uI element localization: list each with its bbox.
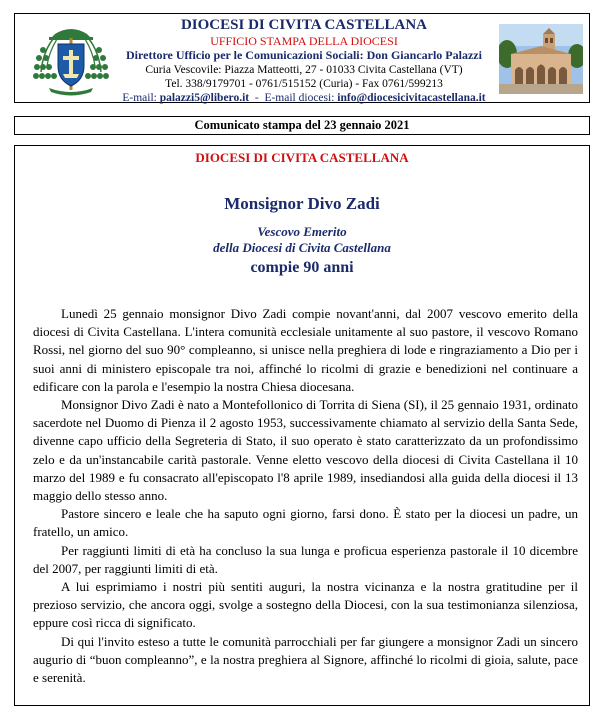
email-link[interactable]: palazzi5@libero.it <box>159 92 250 104</box>
cathedral-photo <box>499 24 583 94</box>
article-subtitle-2: della Diocesi di Civita Castellana <box>213 240 391 255</box>
letterhead-text <box>115 17 493 105</box>
press-release-body <box>14 145 590 706</box>
article-subtitle-1: Vescovo Emerito <box>257 224 347 239</box>
paragraph: Per raggiunti limiti di età ha concluso la sua lunga e proficua esperienza pastorale il 10 dicembre del 2007, per raggiunti limiti di età. <box>33 542 578 576</box>
paragraph: Di qui l'invito esteso a tutte le comunità parrocchiali per far giungere a monsignor Zadi un sincero augurio di “buon compleanno”, e la nostra preghiera al Signore, affinché lo ricolmi di gioia, salute, pace e serenità. <box>33 633 578 686</box>
article-text <box>33 305 578 687</box>
episcopal-coat-of-arms-icon <box>33 22 109 96</box>
press-release-date: Comunicato stampa del 23 gennaio 2021 <box>14 116 590 135</box>
letterhead-office: UFFICIO STAMPA DELLA DIOCESI <box>210 34 398 48</box>
paragraph: Pastore sincero e leale che ha saputo ogni giorno, farsi dono. È stato per la diocesi un padre, un fratello, un amico. <box>33 506 578 540</box>
letterhead-address: Curia Vescovile: Piazza Matteotti, 27 - 01033 Civita Castellana (VT) <box>145 64 463 76</box>
paragraph: A lui esprimiamo i nostri più sentiti auguri, la nostra vicinanza e la nostra gratitudine per il prezioso servizio, che ancora oggi, svolge a sostegno della Diocesi, con la sua testimonianza silenziosa, eppure così ricca di significato. <box>33 579 578 631</box>
article-title: Monsignor Divo Zadi <box>224 194 380 213</box>
article-subtitle-3: compie 90 anni <box>250 259 354 276</box>
email-separator: - <box>251 92 262 104</box>
diocese-heading: DIOCESI DI CIVITA CASTELLANA <box>195 150 409 165</box>
email-diocesi-label: E-mail diocesi: <box>264 92 335 104</box>
email-label: E-mail: <box>122 92 157 104</box>
paragraph: Lunedì 25 gennaio monsignor Divo Zadi compie novant'anni, dal 2007 vescovo emerito della diocesi di Civita Castellana. L'intera comunità ecclesiale unitamente al suo pastore, il vescovo Romano Rossi, nel giorno del suo 90° compleanno, si unisce nella preghiera di lode e ringraziamento a Dio per i suoi anni di ministero episcopale tra noi, affinché lo ricolmi di grazie e benedizioni nel continuare a edificare con la parola e l'esempio la nostra Chiesa diocesana. <box>33 306 578 394</box>
letterhead-director: Direttore Ufficio per le Comunicazioni Sociali: Don Giancarlo Palazzi <box>126 48 482 62</box>
letterhead-emails <box>115 91 493 105</box>
email-diocesi-link[interactable]: info@diocesicivitacastellana.it <box>337 92 486 104</box>
letterhead-phone: Tel. 338/9179701 - 0761/515152 (Curia) - Fax 0761/599213 <box>165 78 443 90</box>
letterhead <box>14 13 590 103</box>
paragraph: Monsignor Divo Zadi è nato a Montefollonico di Torrita di Siena (SI), il 25 gennaio 1931, ordinato sacerdote nel Duomo di Pienza il 2 agosto 1953, successivamente chiamato al servizio della Santa Sede, divenne capo ufficio della Segreteria di Stato, il suo operato è stato caratterizzato da un profondissimo zelo e da un'instancabile carità pastorale. Venne eletto vescovo della diocesi di Civita Castellana il 10 marzo del 1989 e fu consacrato all'episcopato l'8 aprile 1989, insediandosi alla guida della diocesi il 13 maggio dello stesso anno. <box>33 397 578 504</box>
letterhead-diocese-name: DIOCESI DI CIVITA CASTELLANA <box>180 17 428 33</box>
